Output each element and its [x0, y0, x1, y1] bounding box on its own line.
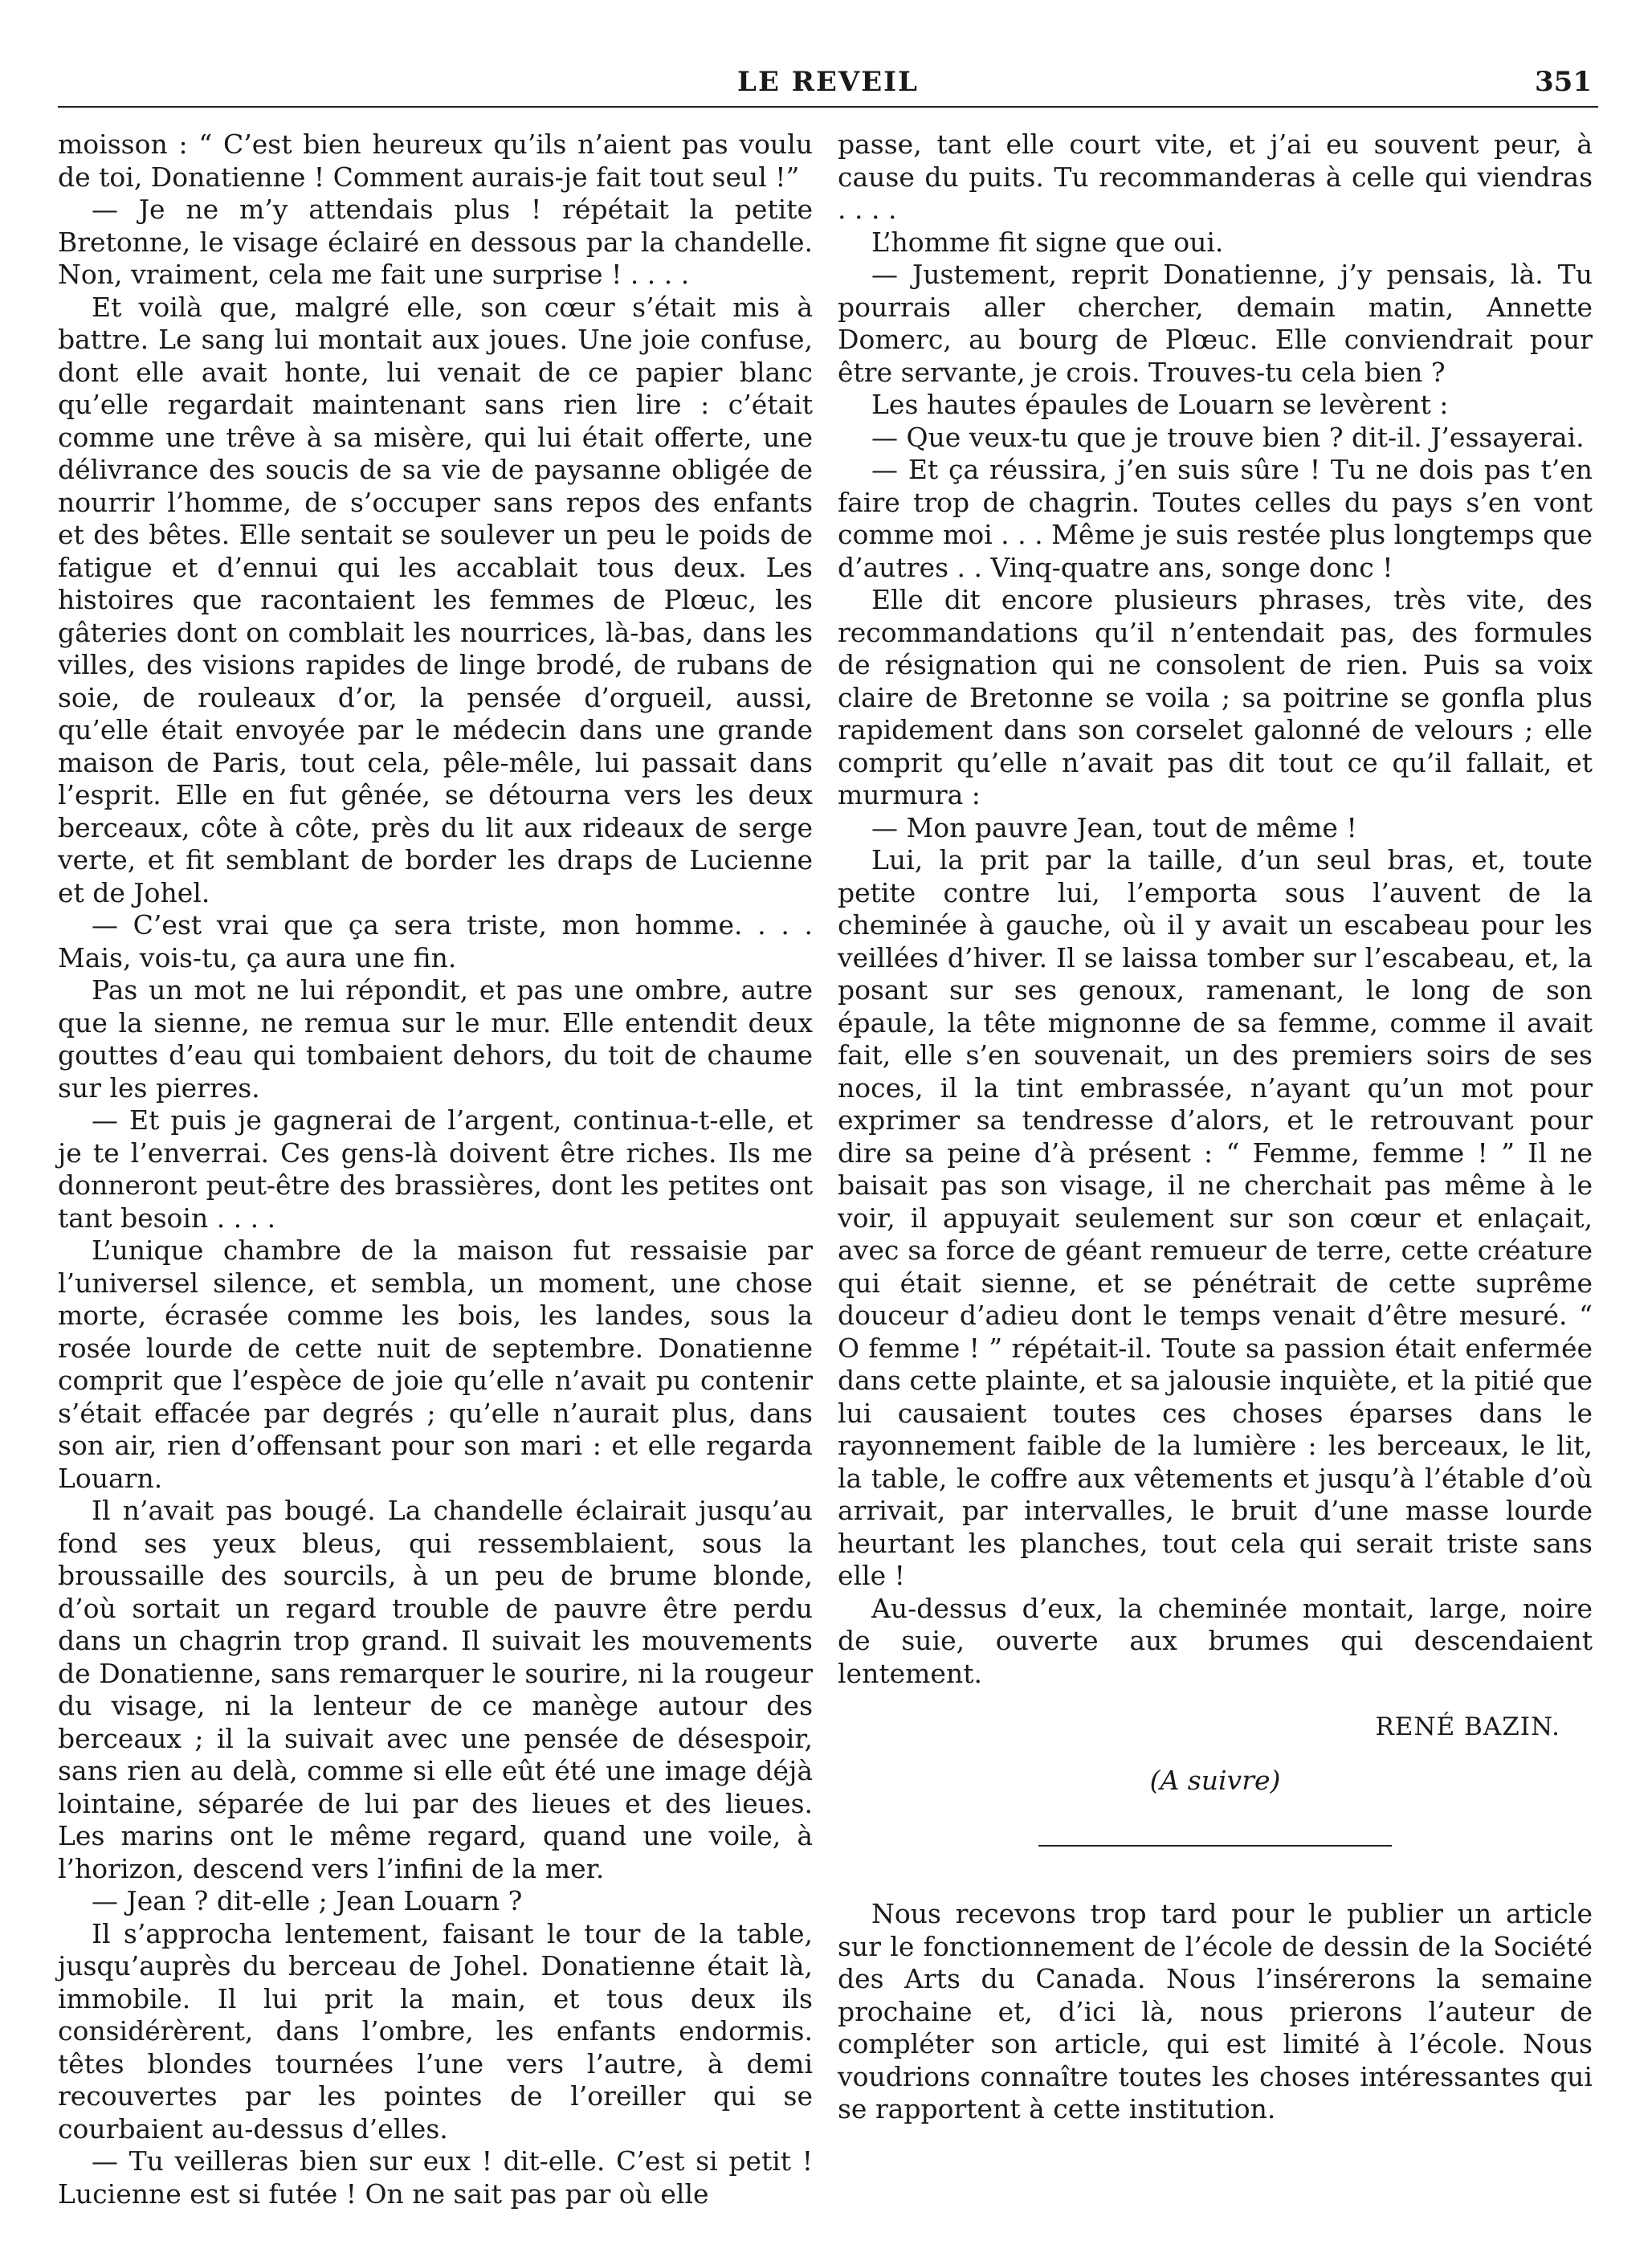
- paragraph: — Justement, reprit Donatienne, j’y pensais, là. Tu pourrais aller chercher, demain matin, Annette Domerc, au bourg de Plœuc. Elle conviendrait pour être servante, je crois. Trouves-tu cela bien ?: [838, 259, 1593, 388]
- paragraph: Lui, la prit par la taille, d’un seul bras, et, toute petite contre lui, l’emporta sous l’auvent de la cheminée à gauche, où il y avait un escabeau pour les veillées d’hiver. Il se laissa tomber sur l’escabeau, et, la posant sur ses genoux, ramenant, le long de son épaule, la tête mignonne de sa femme, comme il avait fait, elle s’en souvenait, un des premiers soirs de ses noces, il la tint embrassée, n’ayant qu’un mot pour exprimer sa tendresse d’alors, et le retrouvant pour dire sa peine d’à présent : “ Femme, femme ! ” Il ne baisait pas son visage, il ne cherchait pas même à le voir, il appuyait seulement sur son cœur et enlaçait, avec sa force de géant remueur de terre, cette créature qui était sienne, et se pénétrait de cette suprême douceur d’adieu dont le temps venait d’être mesuré. “ O femme ! ” répétait-il. Toute sa passion était enfermée dans cette plainte, et sa jalousie inquiète, et la pitié que lui causaient toutes ces choses éparses dans le rayonnement faible de la lumière : les berceaux, le lit, la table, le coffre aux vêtements et jusqu’à l’étable d’où arrivait, par intervalles, le bruit d’une masse lourde heurtant les planches, tout cela qui serait triste sans elle !: [838, 844, 1593, 1591]
- paragraph: — Que veux-tu que je trouve bien ? dit-il. J’essayerai.: [871, 421, 1585, 453]
- paragraph: Les hautes épaules de Louarn se levèrent :: [871, 389, 1449, 420]
- paragraph: — Mon pauvre Jean, tout de même !: [871, 811, 1357, 843]
- paragraph: — Tu veilleras bien sur eux ! dit-elle. C’est si petit ! Lucienne est si futée ! On ne sait pas par où elle: [58, 2145, 813, 2210]
- paragraph: — Je ne m’y attendais plus ! répétait la petite Bretonne, le visage éclairé en dessous par la chandelle. Non, vraiment, cela me fait une surprise ! . . . .: [58, 194, 813, 290]
- paragraph: — Et ça réussira, j’en suis sûre ! Tu ne dois pas t’en faire trop de chagrin. Toutes celles du pays s’en vont comme moi . . . Même je suis restée plus longtemps que d’autres . . Vinq-quatre ans, songe donc !: [838, 454, 1593, 583]
- paragraph: — C’est vrai que ça sera triste, mon homme. . . . Mais, vois-tu, ça aura une fin.: [58, 909, 813, 973]
- to-be-continued: (A suivre): [1149, 1764, 1281, 1796]
- paragraph: Elle dit encore plusieurs phrases, très vite, des recommandations qu’il n’entendait pas, des formules de résignation qui ne consolent de rien. Puis sa voix claire de Bretonne se voila ; sa poitrine se gonfla plus rapidement dans son corselet galonné de velours ; elle comprit qu’elle n’avait pas dit tout ce qu’il fallait, et murmura :: [838, 584, 1593, 810]
- paragraph: Au-dessus d’eux, la cheminée montait, large, noire de suie, ouverte aux brumes qui descendaient lentement.: [838, 1592, 1593, 1689]
- paragraph: Il n’avait pas bougé. La chandelle éclairait jusqu’au fond ses yeux bleus, qui ressemblaient, sous la broussaille des sourcils, à un peu de brume blonde, d’où sortait un regard trouble de pauvre être perdu dans un chagrin trop grand. Il suivait les mouvements de Donatienne, sans remarquer le sourire, ni la rougeur du visage, ni la lenteur de ce manège autour des berceaux ; il la suivait avec une pensée de désespoir, sans rien au delà, comme si elle eût été une image déjà lointaine, séparée de lui par des lieues et des lieues. Les marins ont le même regard, quand une voile, à l’horizon, descend vers l’infini de la mer.: [58, 1495, 813, 1884]
- editorial-note: Nous recevons trop tard pour le publier un article sur le fonctionnement de l’école de dessin de la Société des Arts du Canada. Nous l’insérerons la semaine prochaine et, d’ici là, nous prierons l’auteur de compléter son article, qui est limité à l’école. Nous voudrions connaître toutes les choses intéressantes qui se rapportent à cette institution.: [838, 1898, 1593, 2124]
- left-column: [58, 129, 813, 2210]
- right-column: [838, 129, 1593, 2126]
- paragraph: L’homme fit signe que oui.: [871, 226, 1224, 258]
- paragraph: L’unique chambre de la maison fut ressaisie par l’universel silence, et sembla, un moment, une chose morte, écrasée comme les bois, les landes, sous la rosée lourde de cette nuit de septembre. Donatienne comprit que l’espèce de joie qu’elle n’avait pu contenir s’était effacée par degrés ; qu’elle n’aurait plus, dans son air, rien d’offensant pour son mari : et elle regarda Louarn.: [58, 1235, 813, 1494]
- page-header: [58, 58, 1598, 108]
- paragraph: — Et puis je gagnerai de l’argent, continua-t-elle, et je te l’enverrai. Ces gens-là doivent être riches. Ils me donneront peut-être des brassières, dont les petites ont tant besoin . . . .: [58, 1104, 813, 1234]
- paragraph: moisson : “ C’est bien heureux qu’ils n’aient pas voulu de toi, Donatienne ! Comment aurais-je fait tout seul !”: [58, 129, 813, 193]
- paragraph: — Jean ? dit-elle ; Jean Louarn ?: [92, 1885, 523, 1916]
- paragraph: Il s’approcha lentement, faisant le tour de la table, jusqu’auprès du berceau de Johel. Donatienne était là, immobile. Il lui prit la main, et tous deux ils considérèrent, dans l’ombre, les enfants endormis. têtes blondes tournées l’une vers l’autre, à demi recouvertes par les pointes de l’oreiller qui se courbaient au-dessus d’elles.: [58, 1917, 813, 2145]
- separator-rule: [1038, 1845, 1392, 1847]
- page-number: 351: [1535, 66, 1592, 98]
- running-title: LE REVEIL: [737, 66, 919, 98]
- author-signature: RENÉ BAZIN.: [1375, 1712, 1560, 1741]
- paragraph: Pas un mot ne lui répondit, et pas une ombre, autre que la sienne, ne remua sur le mur. Elle entendit deux gouttes d’eau qui tombaient dehors, du toit de chaume sur les pierres.: [58, 974, 813, 1104]
- paragraph: passe, tant elle court vite, et j’ai eu souvent peur, à cause du puits. Tu recommanderas à celle qui viendras . . . .: [838, 129, 1593, 225]
- paragraph: Et voilà que, malgré elle, son cœur s’était mis à battre. Le sang lui montait aux joues. Une joie confuse, dont elle avait honte, lui venait de ce papier blanc qu’elle regardait maintenant sans rien lire : c’était comme une trêve à sa misère, qui lui était offerte, une délivrance des soucis de sa vie de paysanne obligée de nourrir l’homme, de s’occuper sans repos des enfants et des bêtes. Elle sentait se soulever un peu le poids de fatigue et d’ennui qui les accablait tous deux. Les histoires que racontaient les femmes de Plœuc, les gâteries dont on comblait les nourrices, là-bas, dans les villes, des visions rapides de linge brodé, de rubans de soie, de rouleaux d’or, la pensée d’orgueil, aussi, qu’elle était envoyée par le médecin dans une grande maison de Paris, tout cela, pêle-mêle, lui passait dans l’esprit. Elle en fut gênée, se détourna vers les deux berceaux, côte à côte, près du lit aux rideaux de serge verte, et fit semblant de border les draps de Lucienne et de Johel.: [58, 291, 813, 908]
